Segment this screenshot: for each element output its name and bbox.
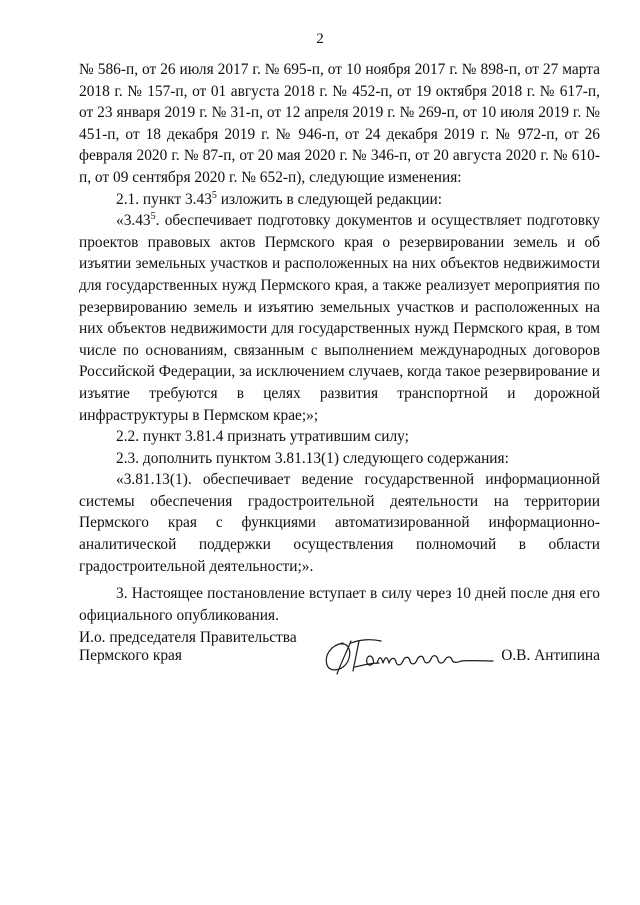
quote-3-43-5 bbox=[79, 210, 600, 426]
item-2-1 bbox=[79, 189, 600, 211]
item-2-1-tail: изложить в следующей редакции: bbox=[216, 190, 443, 208]
item-2-2: 2.2. пункт 3.81.4 признать утратившим силу; bbox=[116, 428, 409, 446]
quote-3-43-5-superscript: 5 bbox=[150, 211, 156, 223]
item-3: 3. Настоящее постановление вступает в силу через 10 дней после дня его официального опубликования. bbox=[79, 585, 600, 624]
item-2-1-text: 2.1. пункт 3.43 bbox=[116, 190, 212, 208]
signer-title bbox=[79, 629, 297, 665]
page-number: 2 bbox=[316, 31, 324, 47]
quote-3-43-5-body: . обеспечивает подготовку документов и осуществляет подготовку проектов правовых актов Пермского края о резервировании земель и об изъятии земельных участков и расположенных на них объектов недвижимости для государственных нужд Пермского края, а также реализует мероприятия по резервированию земель и изъятию земельных участков и расположенных на них объектов недвижимости для государственных нужд Пермского края, в том числе по основаниям, связанным с выполнением международных договоров Российской Федерации, за исключением случаев, когда такое резервирование и изъятие требуются в целях развития транспортной и дорожной инфраструктуры в Пермском крае;»; bbox=[79, 212, 600, 424]
item-2-1-superscript: 5 bbox=[211, 189, 217, 201]
signer-title-line-2: Пермского края bbox=[79, 647, 182, 664]
document-body bbox=[79, 59, 600, 626]
signature-block bbox=[79, 629, 600, 689]
item-2-3: 2.3. дополнить пунктом 3.81.13(1) следующего содержания: bbox=[116, 449, 509, 467]
quote-3-43-5-head: «3.43 bbox=[116, 212, 151, 230]
signer-name: О.В. Антипина bbox=[501, 647, 600, 664]
quote-3-81-13-1: «3.81.13(1). обеспечивает ведение государственной информационной системы обеспечения градостроительной деятельности на территории Пермского края с функциями автоматизированной информационно-аналитической поддержки осуществления полномочий в области градостроительной деятельности;». bbox=[79, 471, 600, 575]
intro-paragraph: № 586-п, от 26 июля 2017 г. № 695-п, от 10 ноября 2017 г. № 898-п, от 27 марта 2018 г. № 157-п, от 01 августа 2018 г. № 452-п, от 19 октября 2018 г. № 617-п, от 23 января 2019 г. № 31-п, от 12 апреля 2019 г. № 269-п, от 10 июля 2019 г. № 451-п, от 18 декабря 2019 г. № 946-п, от 24 декабря 2019 г. № 972-п, от 26 февраля 2020 г. № 87-п, от 20 мая 2020 г. № 346-п, от 20 августа 2020 г. № 610-п, от 09 сентября 2020 г. № 652-п), следующие изменения: bbox=[79, 61, 600, 186]
signer-title-line-1: И.о. председателя Правительства bbox=[79, 629, 297, 646]
handwritten-signature bbox=[321, 633, 496, 677]
